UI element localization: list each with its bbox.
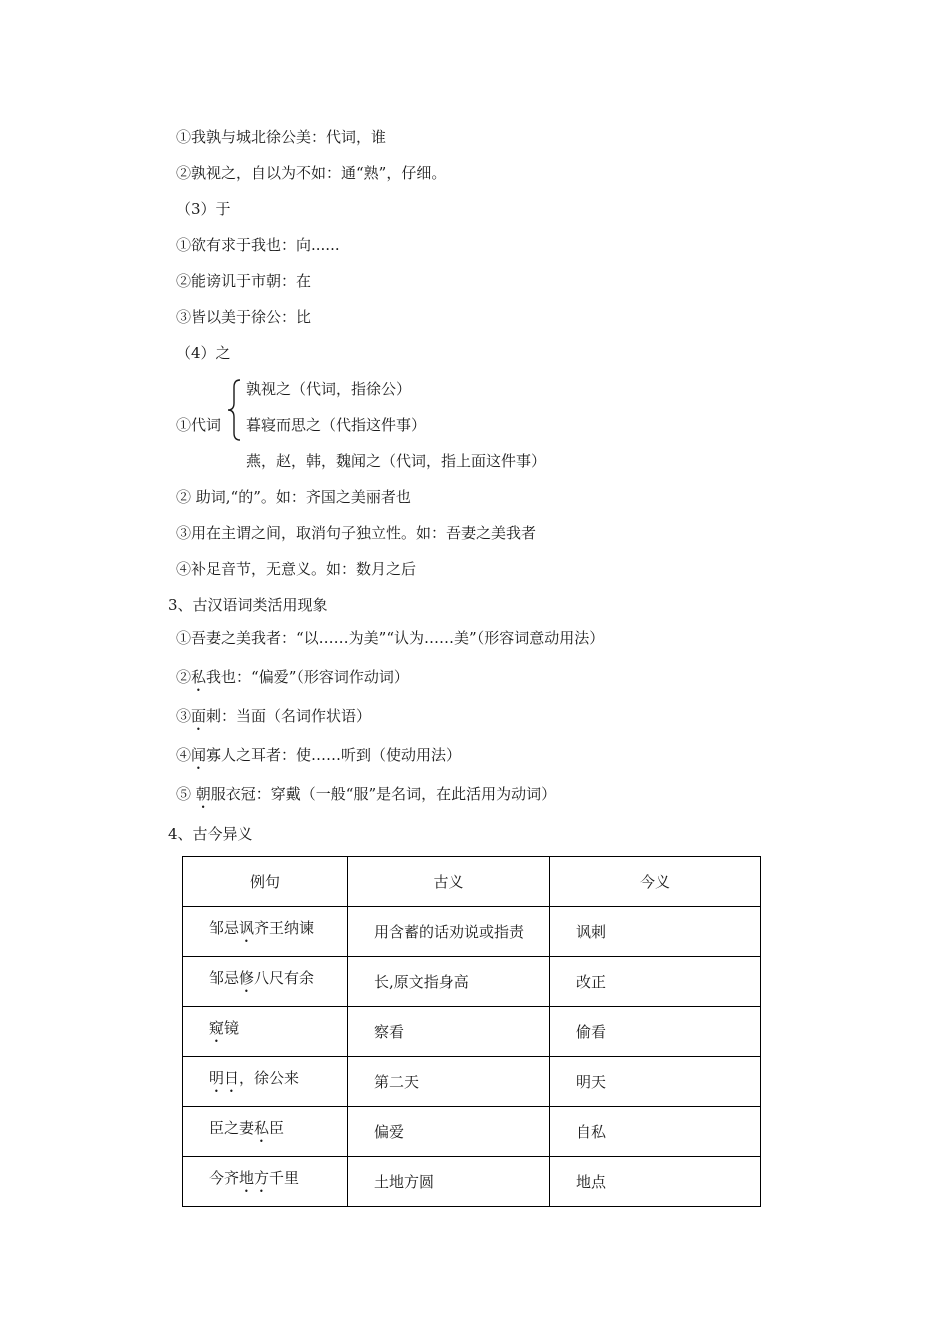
example-text: 臣之妻 (209, 1119, 255, 1137)
table-row (183, 957, 761, 1007)
usage-item (176, 667, 409, 695)
zhi-item-3: ③用在主谓之间，取消句子独立性。如：吾妻之美我者 (176, 524, 537, 542)
example-text: ，徐公来 (239, 1069, 300, 1087)
usage-text: ①吾妻之 (176, 629, 237, 647)
usage-item (176, 628, 604, 656)
modern-meaning-cell: 地点 (550, 1157, 761, 1207)
emphasized-word: 窥 (209, 1019, 225, 1037)
table-row (183, 1157, 761, 1207)
modern-meaning-cell: 讽刺 (550, 907, 761, 957)
section-3-heading: 3、古汉语词类活用现象 (168, 596, 328, 614)
emphasized-word: 闻 (191, 746, 207, 764)
example-cell (183, 957, 348, 1007)
modern-meaning-cell: 自私 (550, 1107, 761, 1157)
yu-heading: （3）于 (176, 200, 231, 218)
section-4-heading: 4、古今异义 (168, 825, 253, 843)
example-cell (183, 907, 348, 957)
emphasized-word: 朝 (195, 785, 211, 803)
usage-text: 服衣冠：穿戴（一般“服”是名词，在此活用为动词） (210, 785, 557, 803)
modern-meaning-cell: 明天 (550, 1057, 761, 1107)
emphasized-word: 修 (239, 969, 255, 987)
shu-item-2: ②孰视之，自以为不如：通“熟”，仔细。 (176, 164, 447, 182)
emphasized-word: 讽 (239, 919, 255, 937)
emphasized-word: 私 (254, 1119, 270, 1137)
zhi-daici-item: 燕，赵，韩，魏闻之（代词，指上面这件事） (246, 452, 547, 470)
zhi-item-2: ② 助词,“的”。如：齐国之美丽者也 (176, 488, 411, 506)
ancient-meaning-cell: 偏爱 (348, 1107, 550, 1157)
usage-text: 美我者：“以……为美”“认为……美”（形容词意动用法） (236, 629, 605, 647)
zhi-item-4: ④补足音节，无意义。如：数月之后 (176, 560, 417, 578)
usage-text: 我也：“偏爱”（形容词作动词） (206, 668, 409, 686)
meaning-table (182, 856, 761, 1207)
example-cell (183, 1057, 348, 1107)
usage-text: ⑤ (176, 785, 196, 803)
example-text: 八尺有余 (254, 969, 315, 987)
column-header-modern: 今义 (550, 857, 761, 907)
emphasized-word: 面 (191, 707, 207, 725)
emphasized-word: 地方 (239, 1169, 270, 1187)
table-row (183, 907, 761, 957)
ancient-meaning-cell: 长,原文指身高 (348, 957, 550, 1007)
modern-meaning-cell: 改正 (550, 957, 761, 1007)
column-header-example: 例句 (183, 857, 348, 907)
example-text: 今齐 (209, 1169, 240, 1187)
ancient-meaning-cell: 土地方圆 (348, 1157, 550, 1207)
example-text: 邹忌 (209, 919, 240, 937)
ancient-meaning-cell: 用含蓄的话劝说或指责 (348, 907, 550, 957)
table-row (183, 1007, 761, 1057)
zhi-daici-item: 暮寝而思之（代指这件事） (246, 416, 427, 434)
example-text: 齐王纳谏 (254, 919, 315, 937)
emphasized-word: 明日 (209, 1069, 240, 1087)
example-text: 千里 (269, 1169, 300, 1187)
example-text: 邹忌 (209, 969, 240, 987)
usage-text: ④ (176, 746, 192, 764)
modern-meaning-cell: 偷看 (550, 1007, 761, 1057)
shu-item-1: ①我孰与城北徐公美：代词，谁 (176, 128, 387, 146)
ancient-meaning-cell: 第二天 (348, 1057, 550, 1107)
usage-text: 寡人之耳者：使……听到（使动用法） (206, 746, 462, 764)
example-text: 臣 (269, 1119, 285, 1137)
usage-text: 刺：当面（名词作状语） (206, 707, 372, 725)
table-row (183, 1057, 761, 1107)
emphasized-word: 私 (191, 668, 207, 686)
zhi-daici-item: 孰视之（代词，指徐公） (246, 380, 412, 398)
usage-item (176, 745, 461, 773)
zhi-daici-label: ①代词 (176, 416, 222, 434)
usage-item (176, 784, 556, 812)
example-cell (183, 1107, 348, 1157)
example-text: 镜 (224, 1019, 240, 1037)
zhi-heading: （4）之 (176, 344, 231, 362)
column-header-ancient: 古义 (348, 857, 550, 907)
yu-item-1: ①欲有求于我也：向...... (176, 236, 340, 254)
table-row (183, 1107, 761, 1157)
usage-item (176, 706, 371, 734)
example-cell (183, 1157, 348, 1207)
table-header-row (183, 857, 761, 907)
curly-brace-icon (226, 378, 242, 442)
yu-item-2: ②能谤讥于市朝：在 (176, 272, 312, 290)
usage-text: ③ (176, 707, 192, 725)
usage-text: ② (176, 668, 192, 686)
ancient-meaning-cell: 察看 (348, 1007, 550, 1057)
yu-item-3: ③皆以美于徐公：比 (176, 308, 312, 326)
example-cell (183, 1007, 348, 1057)
